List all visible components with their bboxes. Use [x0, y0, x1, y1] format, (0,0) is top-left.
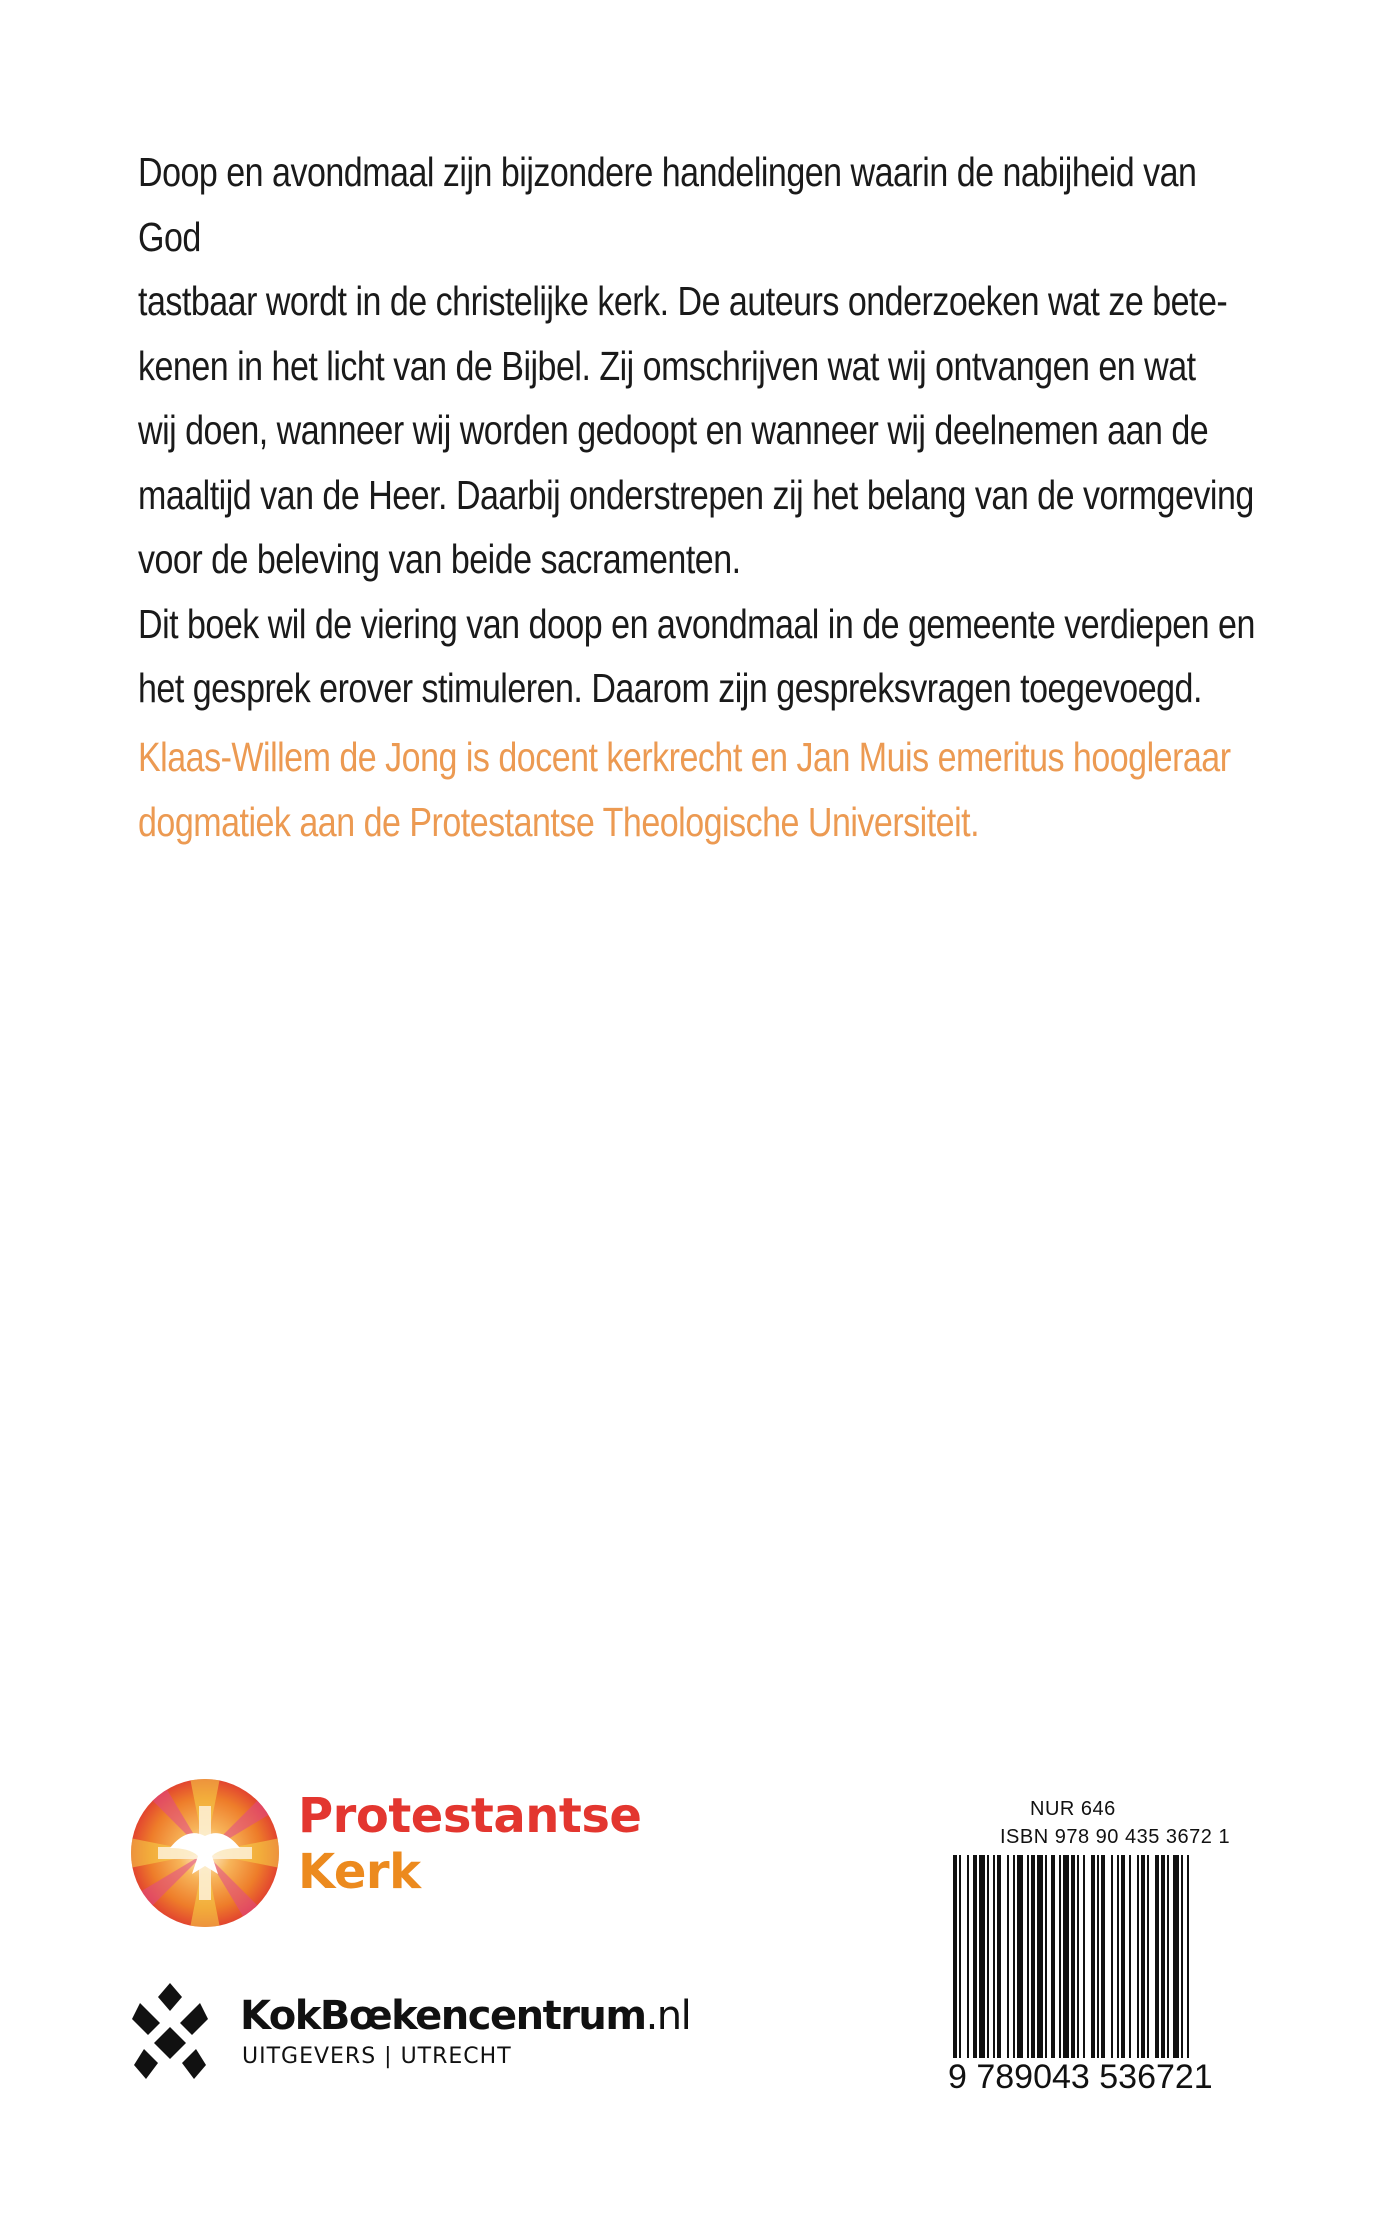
blurb-line: kenen in het licht van de Bijbel. Zij omschrijven wat wij ontvangen en wat [138, 342, 1196, 389]
kokboekencentrum-wordmark [240, 1993, 690, 2039]
barcode-bar [967, 1855, 969, 2091]
barcode-bar [1111, 1855, 1113, 2091]
barcode-bar [959, 1855, 961, 2091]
barcode-bar [1137, 1855, 1139, 2091]
blurb-line: Dit boek wil de viering van doop en avondmaal in de gemeente verdiepen en [138, 600, 1255, 647]
barcode-bar [1091, 1855, 1095, 2091]
barcode-bar [1129, 1855, 1131, 2091]
barcode-bar [993, 1855, 995, 2091]
pk-wordmark-line1: Protestantse [298, 1788, 642, 1844]
barcode-bar [1045, 1855, 1047, 2091]
barcode-bar [1167, 1855, 1169, 2091]
blurb-line: wij doen, wanneer wij worden gedoopt en wanneer wij deelnemen aan de [138, 407, 1209, 453]
barcode-bar [1147, 1855, 1149, 2091]
barcode-bar [997, 1855, 1001, 2091]
barcode-digits: 9 789043 536721 [948, 2058, 1213, 2096]
barcode-bar [1083, 1855, 1085, 2091]
barcode-bar [1155, 1855, 1159, 2091]
barcode-bar [1141, 1855, 1145, 2091]
kok-wordmark-tld: .nl [645, 1993, 691, 2039]
barcode-icon [945, 1855, 1245, 2091]
blurb-line: het gesprek erover stimuleren. Daarom zijn gespreksvragen toegevoegd. [138, 665, 1202, 711]
isbn-label: ISBN 978 90 435 3672 1 [1000, 1826, 1231, 1848]
kok-subtitle: UITGEVERS | UTRECHT [242, 2044, 512, 2069]
barcode-bar [1173, 1855, 1179, 2091]
pk-wordmark-line2: Kerk [298, 1844, 421, 1900]
barcode-bar [1017, 1855, 1023, 2091]
barcode-bar [979, 1855, 985, 2091]
barcode-bar [987, 1855, 989, 2091]
barcode-bar [1071, 1855, 1075, 2091]
barcode-bar [973, 1855, 977, 2091]
protestantse-kerk-emblem-icon [130, 1778, 280, 1928]
barcode-bar [1121, 1855, 1125, 2091]
author-bio [138, 725, 1268, 854]
barcode-bar [1077, 1855, 1079, 2091]
blurb-line: maaltijd van de Heer. Daarbij onderstrepen zij het belang van de vormgeving [138, 471, 1254, 518]
barcode-bar [1031, 1855, 1035, 2091]
barcode-bar [1161, 1855, 1165, 2091]
protestantse-kerk-wordmark [298, 1788, 641, 1900]
barcode-bar [1101, 1855, 1105, 2091]
blurb-line: voor de beleving van beide sacramenten. [138, 536, 741, 582]
barcode-bar [1097, 1855, 1099, 2091]
barcode-bar [1187, 1855, 1189, 2091]
barcode-bar [1117, 1855, 1119, 2091]
barcode-bar [1037, 1855, 1043, 2091]
barcode-bar [953, 1855, 957, 2091]
blurb-text [138, 140, 1255, 721]
barcode-bar [1181, 1855, 1183, 2091]
barcode-bar [1063, 1855, 1069, 2091]
blurb-line: Doop en avondmaal zijn bijzondere handelingen waarin de nabijheid van God [138, 149, 1197, 260]
kok-wordmark-name: KokBœkencentrum [240, 1993, 646, 2039]
barcode-bar [1007, 1855, 1009, 2091]
barcode-bar [1051, 1855, 1055, 2091]
barcode-bar [1013, 1855, 1015, 2091]
barcode-bar [1059, 1855, 1061, 2091]
barcode-bar [1027, 1855, 1029, 2091]
kokboekencentrum-logo-icon [130, 1975, 210, 2085]
author-bio-line: Klaas-Willem de Jong is docent kerkrecht en Jan Muis emeritus hoogleraar [138, 734, 1231, 780]
author-bio-line: dogmatiek aan de Protestantse Theologische Universiteit. [138, 798, 980, 845]
nur-code: NUR 646 [1030, 1798, 1116, 1820]
blurb-line: tastbaar wordt in de christelijke kerk. De auteurs onderzoeken wat ze bete- [138, 278, 1228, 324]
